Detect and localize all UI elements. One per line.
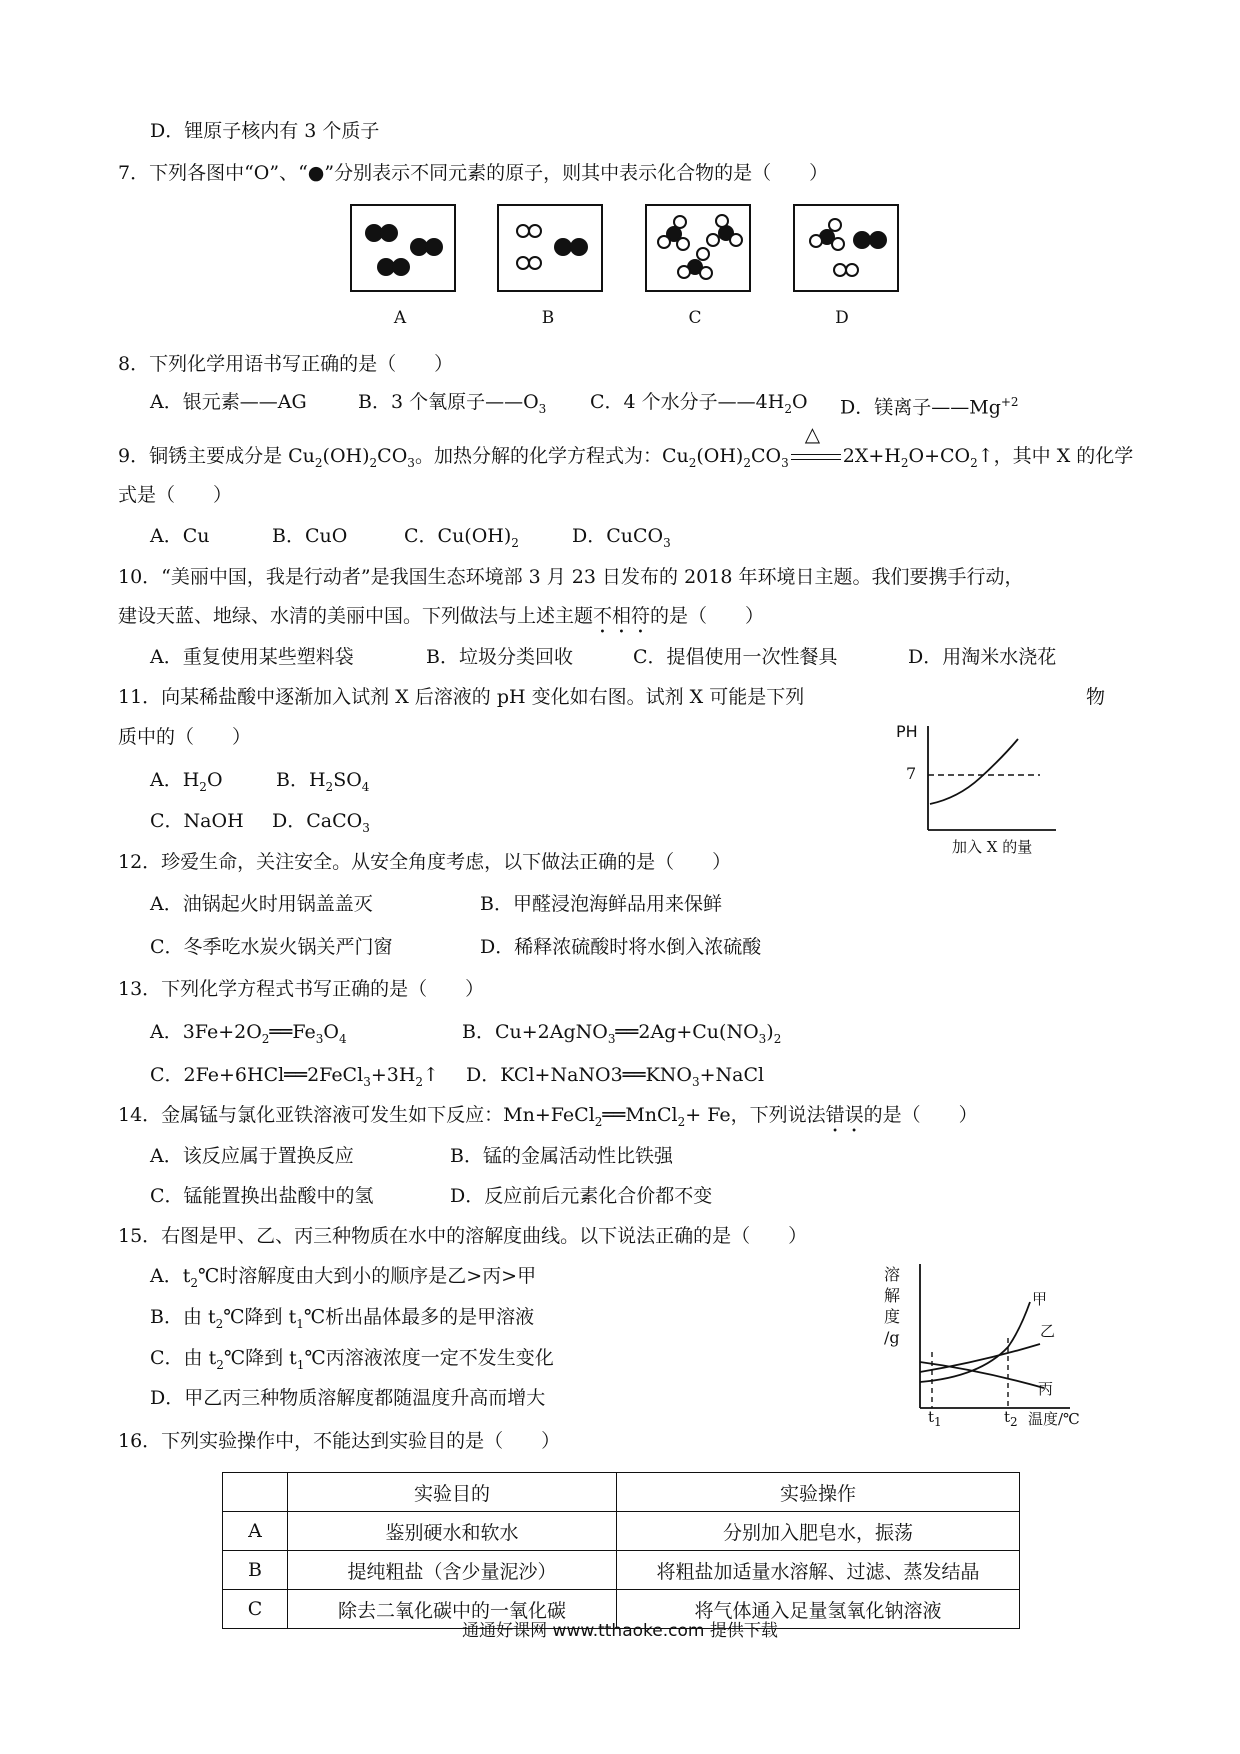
q15-option-b: B．由 $t_2℃$降到 $t_1℃$析出晶体最多的是甲溶液	[150, 1306, 535, 1331]
q13-option-d: D．$KCl+NaNO3══KNO_3+NaCl$	[466, 1064, 765, 1089]
q12-option-c: C．冬季吃水炭火锅关严门窗	[150, 936, 393, 958]
q13-option-a: A．$3Fe+2O_2══Fe_3O_4$	[150, 1021, 347, 1046]
q7-figure-a	[350, 204, 456, 292]
q8-option-d: D．镁离子$——Mg^{+2}$	[840, 395, 1019, 419]
q9-line-2: 式是（ ）	[118, 484, 233, 506]
table-cell: 除去二氧化碳中的一氧化碳	[288, 1590, 617, 1629]
heating-condition: △	[789, 443, 843, 469]
q7-label-c: C	[688, 308, 702, 328]
q9-option-c: C．$Cu(OH)_2$	[404, 525, 519, 550]
q12-option-b: B．甲醛浸泡海鲜品用来保鲜	[480, 893, 722, 915]
table-header-row	[223, 1473, 1020, 1512]
q7-figure-b	[497, 204, 603, 292]
q16-stem: 16．下列实验操作中，不能达到实验目的是（ ）	[118, 1430, 561, 1452]
q13-option-c: C．$2Fe+6HCl══2FeCl_3+3H_2↑$	[150, 1064, 439, 1089]
q12-option-d: D．稀释浓硫酸时将水倒入浓硫酸	[480, 936, 762, 958]
q9-option-a: A．Cu	[150, 525, 210, 547]
q6-option-d: D．锂原子核内有 3 个质子	[150, 120, 380, 142]
q7-label-d: D	[835, 308, 849, 328]
series-label-bing: 丙	[1038, 1380, 1054, 1398]
q11-line-1: 11．向某稀盐酸中逐渐加入试剂 X 后溶液的 pH 变化如右图。试剂 X 可能是下列	[118, 686, 805, 708]
q15-stem: 15．右图是甲、乙、丙三种物质在水中的溶解度曲线。以下说法正确的是（ ）	[118, 1225, 808, 1247]
q11-option-d: D．CaCO$_3$	[272, 810, 370, 835]
solubility-chart-xlabel: 温度/℃	[1028, 1410, 1080, 1428]
q8-stem: 8．下列化学用语书写正确的是（ ）	[118, 353, 454, 375]
q7-stem: 7．下列各图中“O”、“●”分别表示不同元素的原子，则其中表示化合物的是（ ）	[118, 162, 829, 184]
q10-option-d: D．用淘米水浇花	[908, 646, 1057, 668]
chart-tick-t2: $t_2$	[1004, 1408, 1018, 1429]
series-label-jia: 甲	[1032, 1290, 1048, 1308]
experiment-table	[222, 1472, 1020, 1629]
q8-option-c: C．4 个水分子$——4H_2O$	[590, 391, 808, 416]
q14-option-c: C．锰能置换出盐酸中的氢	[150, 1185, 374, 1207]
table-cell: 分别加入肥皂水，振荡	[617, 1512, 1020, 1551]
q14-option-a: A．该反应属于置换反应	[150, 1145, 354, 1167]
table-cell: 将气体通入足量氢氧化钠溶液	[617, 1590, 1020, 1629]
q14-stem: 14．金属锰与氯化亚铁溶液可发生如下反应：Mn+FeCl$_2$══MnCl$_2$+ Fe，下列说法错误的是（ ）	[118, 1104, 978, 1129]
q14-option-d: D．反应前后元素化合价都不变	[450, 1185, 713, 1207]
ph-chart-tick-7: 7	[906, 764, 917, 783]
table-cell: B	[223, 1551, 288, 1590]
table-row	[223, 1551, 1020, 1590]
q11-line-1-tail: 物	[1086, 686, 1106, 708]
page-footer: 通通好课网 www.tthaoke.com 提供下载	[462, 1621, 778, 1641]
q15-option-c: C．由 $t_2℃$降到 $t_1℃$丙溶液浓度一定不发生变化	[150, 1347, 554, 1372]
table-header-cell	[223, 1473, 288, 1512]
q10-option-a: A．重复使用某些塑料袋	[150, 646, 354, 668]
chart-tick-t1: $t_1$	[928, 1408, 942, 1429]
table-header-cell: 实验操作	[617, 1473, 1020, 1512]
q10-option-b: B．垃圾分类回收	[426, 646, 573, 668]
q14-option-b: B．锰的金属活动性比铁强	[450, 1145, 673, 1167]
q11-option-b: B．$H_2SO_4$	[276, 769, 370, 794]
q10-line-1: 10．“美丽中国，我是行动者”是我国生态环境部 3 月 23 日发布的 2018 年环境日主题。我们要携手行动，	[118, 566, 1024, 588]
table-cell: A	[223, 1512, 288, 1551]
q11-option-c: C．NaOH	[150, 810, 244, 832]
q12-option-a: A．油锅起火时用锅盖盖灭	[150, 893, 373, 915]
ph-chart-ylabel: PH	[896, 722, 918, 741]
q9-line-1: 9．铜锈主要成分是 $Cu_2(OH)_2CO_3$。加热分解的化学方程式为：$Cu_2(OH)_2CO_3$ △ $2X+H_2O+CO_2↑$，其中 X 的化学	[118, 422, 1134, 470]
q10-option-c: C．提倡使用一次性餐具	[633, 646, 838, 668]
q10-line-2: 建设天蓝、地绿、水清的美丽中国。下列做法与上述主题不相符的是（ ）	[118, 605, 765, 627]
q13-stem: 13．下列化学方程式书写正确的是（ ）	[118, 978, 485, 1000]
q11-option-a: A．$H_2O$	[150, 769, 223, 794]
table-cell: 将粗盐加适量水溶解、过滤、蒸发结晶	[617, 1551, 1020, 1590]
table-header-cell: 实验目的	[288, 1473, 617, 1512]
q12-stem: 12．珍爱生命，关注安全。从安全角度考虑，以下做法正确的是（ ）	[118, 851, 732, 873]
table-cell: C	[223, 1590, 288, 1629]
ph-chart	[880, 716, 1080, 866]
q13-option-b: B．$Cu+2AgNO_3══2Ag+Cu(NO_3)_2$	[462, 1021, 782, 1046]
q8-option-b: B．3 个氧原子$——O_3$	[358, 391, 547, 416]
series-label-yi: 乙	[1040, 1322, 1056, 1340]
q7-label-b: B	[541, 308, 555, 328]
ph-chart-xlabel: 加入 X 的量	[952, 838, 1033, 856]
table-cell: 鉴别硬水和软水	[288, 1512, 617, 1551]
table-cell: 提纯粗盐（含少量泥沙）	[288, 1551, 617, 1590]
q15-option-a: A．$t_2℃$时溶解度由大到小的顺序是乙>丙>甲	[150, 1265, 537, 1290]
solubility-chart-ylabel: 溶 解 度 /g	[884, 1265, 901, 1347]
q7-label-a: A	[393, 308, 407, 328]
solubility-chart	[880, 1262, 1120, 1432]
q11-line-2: 质中的（ ）	[118, 726, 252, 748]
q9-option-d: D．CuCO$_3$	[572, 525, 671, 550]
table-row	[223, 1512, 1020, 1551]
q15-option-d: D．甲乙丙三种物质溶解度都随温度升高而增大	[150, 1387, 546, 1409]
q8-option-a: A．银元素——AG	[150, 391, 307, 413]
q7-figure-c	[645, 204, 751, 292]
q9-option-b: B．CuO	[272, 525, 348, 547]
q7-figure-d	[793, 204, 899, 292]
